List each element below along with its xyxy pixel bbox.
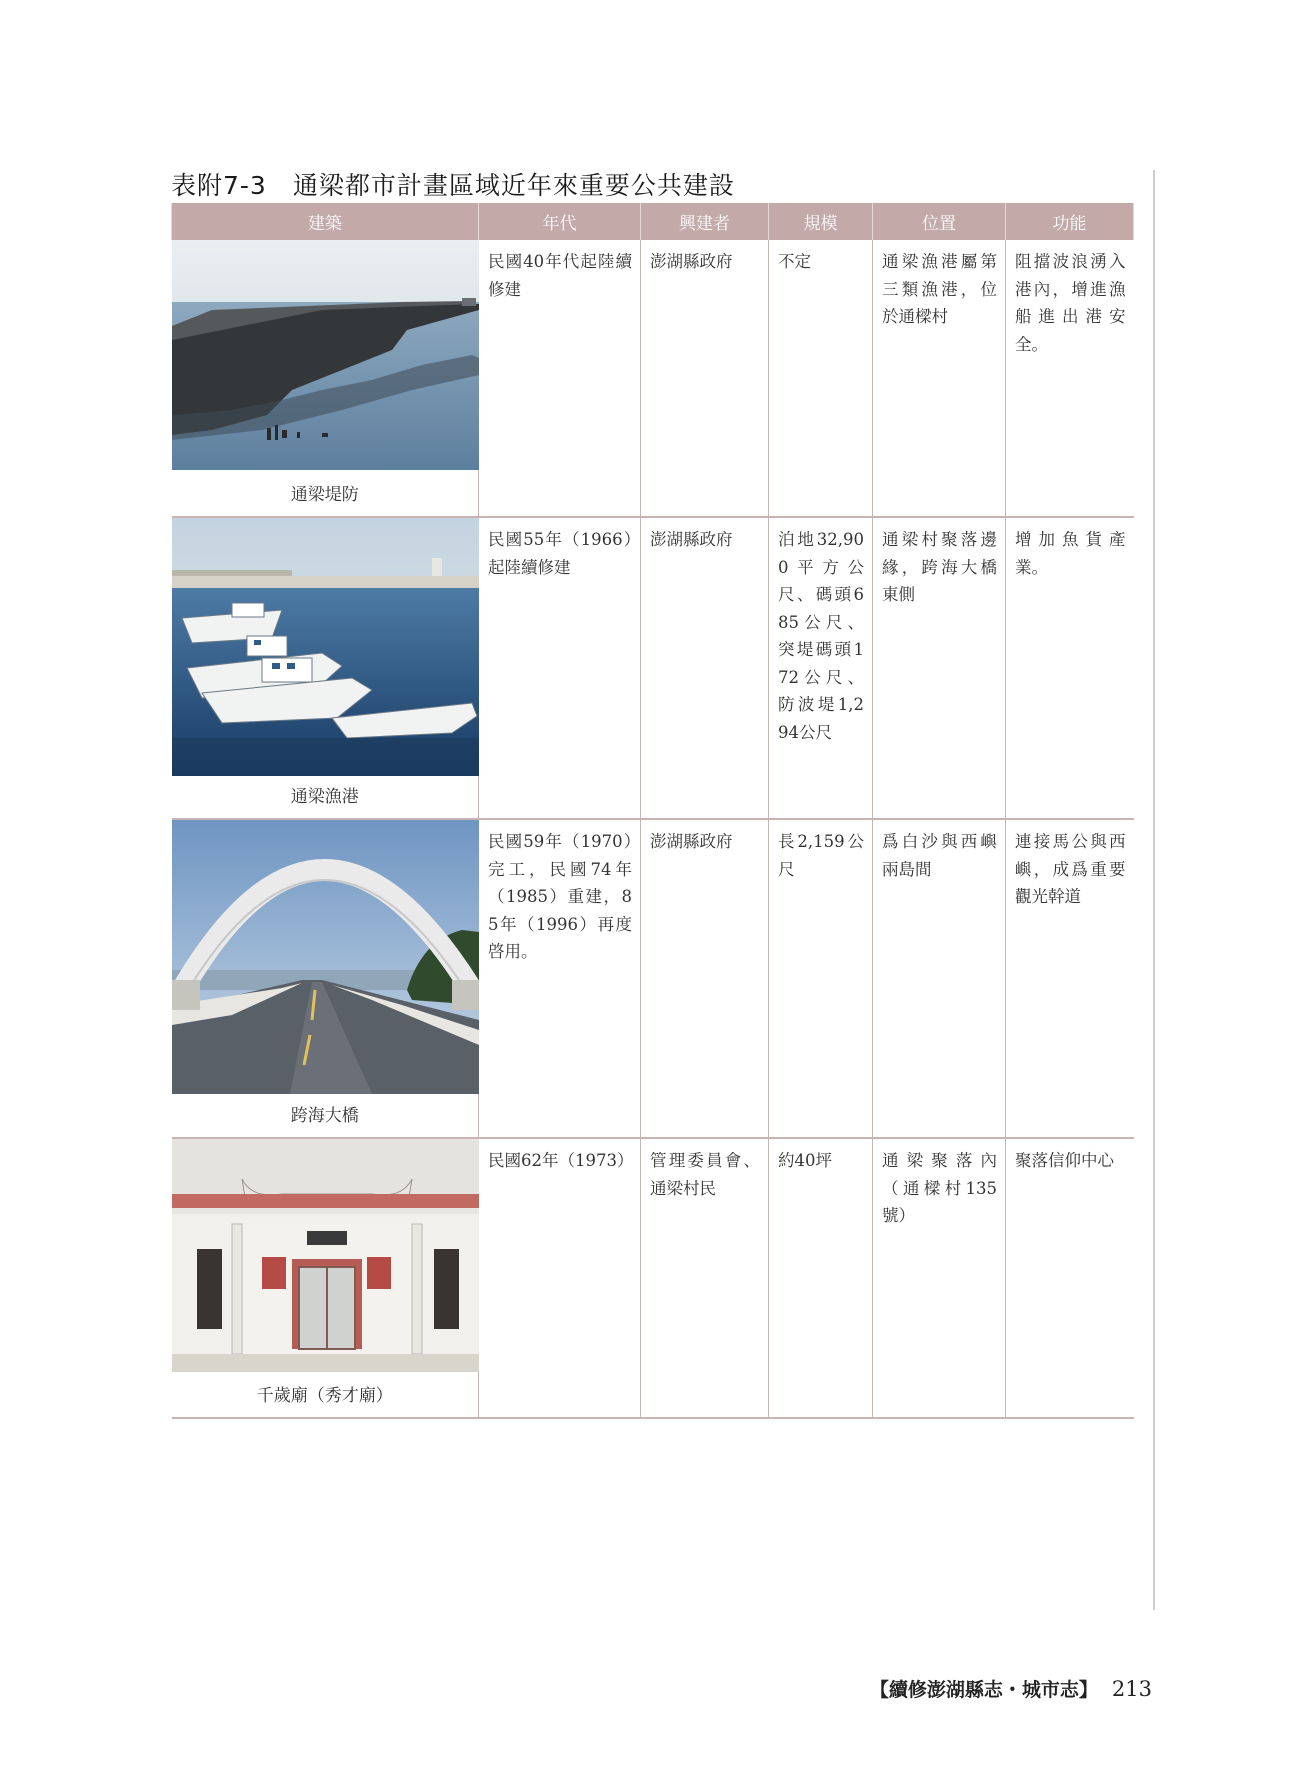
location-cell: 通梁漁港屬第三類漁港，位於通樑村 <box>873 240 1006 517</box>
public-works-table-wrap <box>171 203 1133 1419</box>
scale-cell: 長2,159公尺 <box>769 819 873 1138</box>
building-caption: 跨海大橋 <box>290 1105 359 1126</box>
building-cell <box>172 819 479 1138</box>
year-cell: 民國40年代起陸續修建 <box>479 240 641 517</box>
builder-cell: 管理委員會、通梁村民 <box>641 1138 769 1418</box>
year-cell: 民國62年（1973） <box>479 1138 641 1418</box>
margin-rule <box>1153 170 1155 1610</box>
temple-photo <box>172 1139 479 1372</box>
header-location: 位置 <box>873 203 1006 240</box>
building-caption: 千歲廟（秀才廟） <box>256 1385 393 1406</box>
builder-cell: 澎湖縣政府 <box>641 240 769 517</box>
public-works-table <box>171 203 1134 1419</box>
building-cell <box>172 517 479 819</box>
building-cell <box>172 1138 479 1418</box>
location-cell: 爲白沙與西嶼兩島間 <box>873 819 1006 1138</box>
fishing-harbor-photo <box>172 518 479 776</box>
function-cell: 增加魚貨產業。 <box>1006 517 1134 819</box>
building-caption: 通梁堤防 <box>290 484 359 505</box>
function-cell: 聚落信仰中心 <box>1006 1138 1134 1418</box>
seawall-photo <box>172 240 479 470</box>
header-builder: 興建者 <box>641 203 769 240</box>
table-title <box>171 166 735 202</box>
header-building: 建築 <box>172 203 479 240</box>
year-cell: 民國59年（1970）完工，民國74年（1985）重建，85年（1996）再度啓用。 <box>479 819 641 1138</box>
building-cell <box>172 240 479 517</box>
table-row <box>172 240 1134 517</box>
page-number: 213 <box>1111 1677 1152 1701</box>
scale-cell: 泊地32,900平方公尺、碼頭685公尺、突堤碼頭172公尺、防波堤1,294公尺 <box>769 517 873 819</box>
year-cell: 民國55年（1966）起陸續修建 <box>479 517 641 819</box>
builder-cell: 澎湖縣政府 <box>641 819 769 1138</box>
location-cell: 通梁聚落內（通樑村135號） <box>873 1138 1006 1418</box>
builder-cell: 澎湖縣政府 <box>641 517 769 819</box>
table-row <box>172 517 1134 819</box>
location-cell: 通梁村聚落邊緣，跨海大橋東側 <box>873 517 1006 819</box>
building-caption: 通梁漁港 <box>290 786 359 807</box>
scale-cell: 不定 <box>769 240 873 517</box>
table-number: 表附7-3 <box>171 171 267 200</box>
function-cell: 阻擋波浪湧入港內，增進漁船進出港安全。 <box>1006 240 1134 517</box>
table-row <box>172 1138 1134 1418</box>
table-row <box>172 819 1134 1138</box>
book-title: 【續修澎湖縣志・城市志】 <box>869 1679 1098 1701</box>
header-scale: 規模 <box>769 203 873 240</box>
header-function: 功能 <box>1006 203 1134 240</box>
function-cell: 連接馬公與西嶼，成爲重要觀光幹道 <box>1006 819 1134 1138</box>
header-year: 年代 <box>479 203 641 240</box>
table-title-text: 通梁都市計畫區域近年來重要公共建設 <box>292 171 735 200</box>
table-header-row <box>172 203 1134 240</box>
scale-cell: 約40坪 <box>769 1138 873 1418</box>
sea-bridge-arch-photo <box>172 820 479 1094</box>
page-footer <box>870 1675 1152 1702</box>
